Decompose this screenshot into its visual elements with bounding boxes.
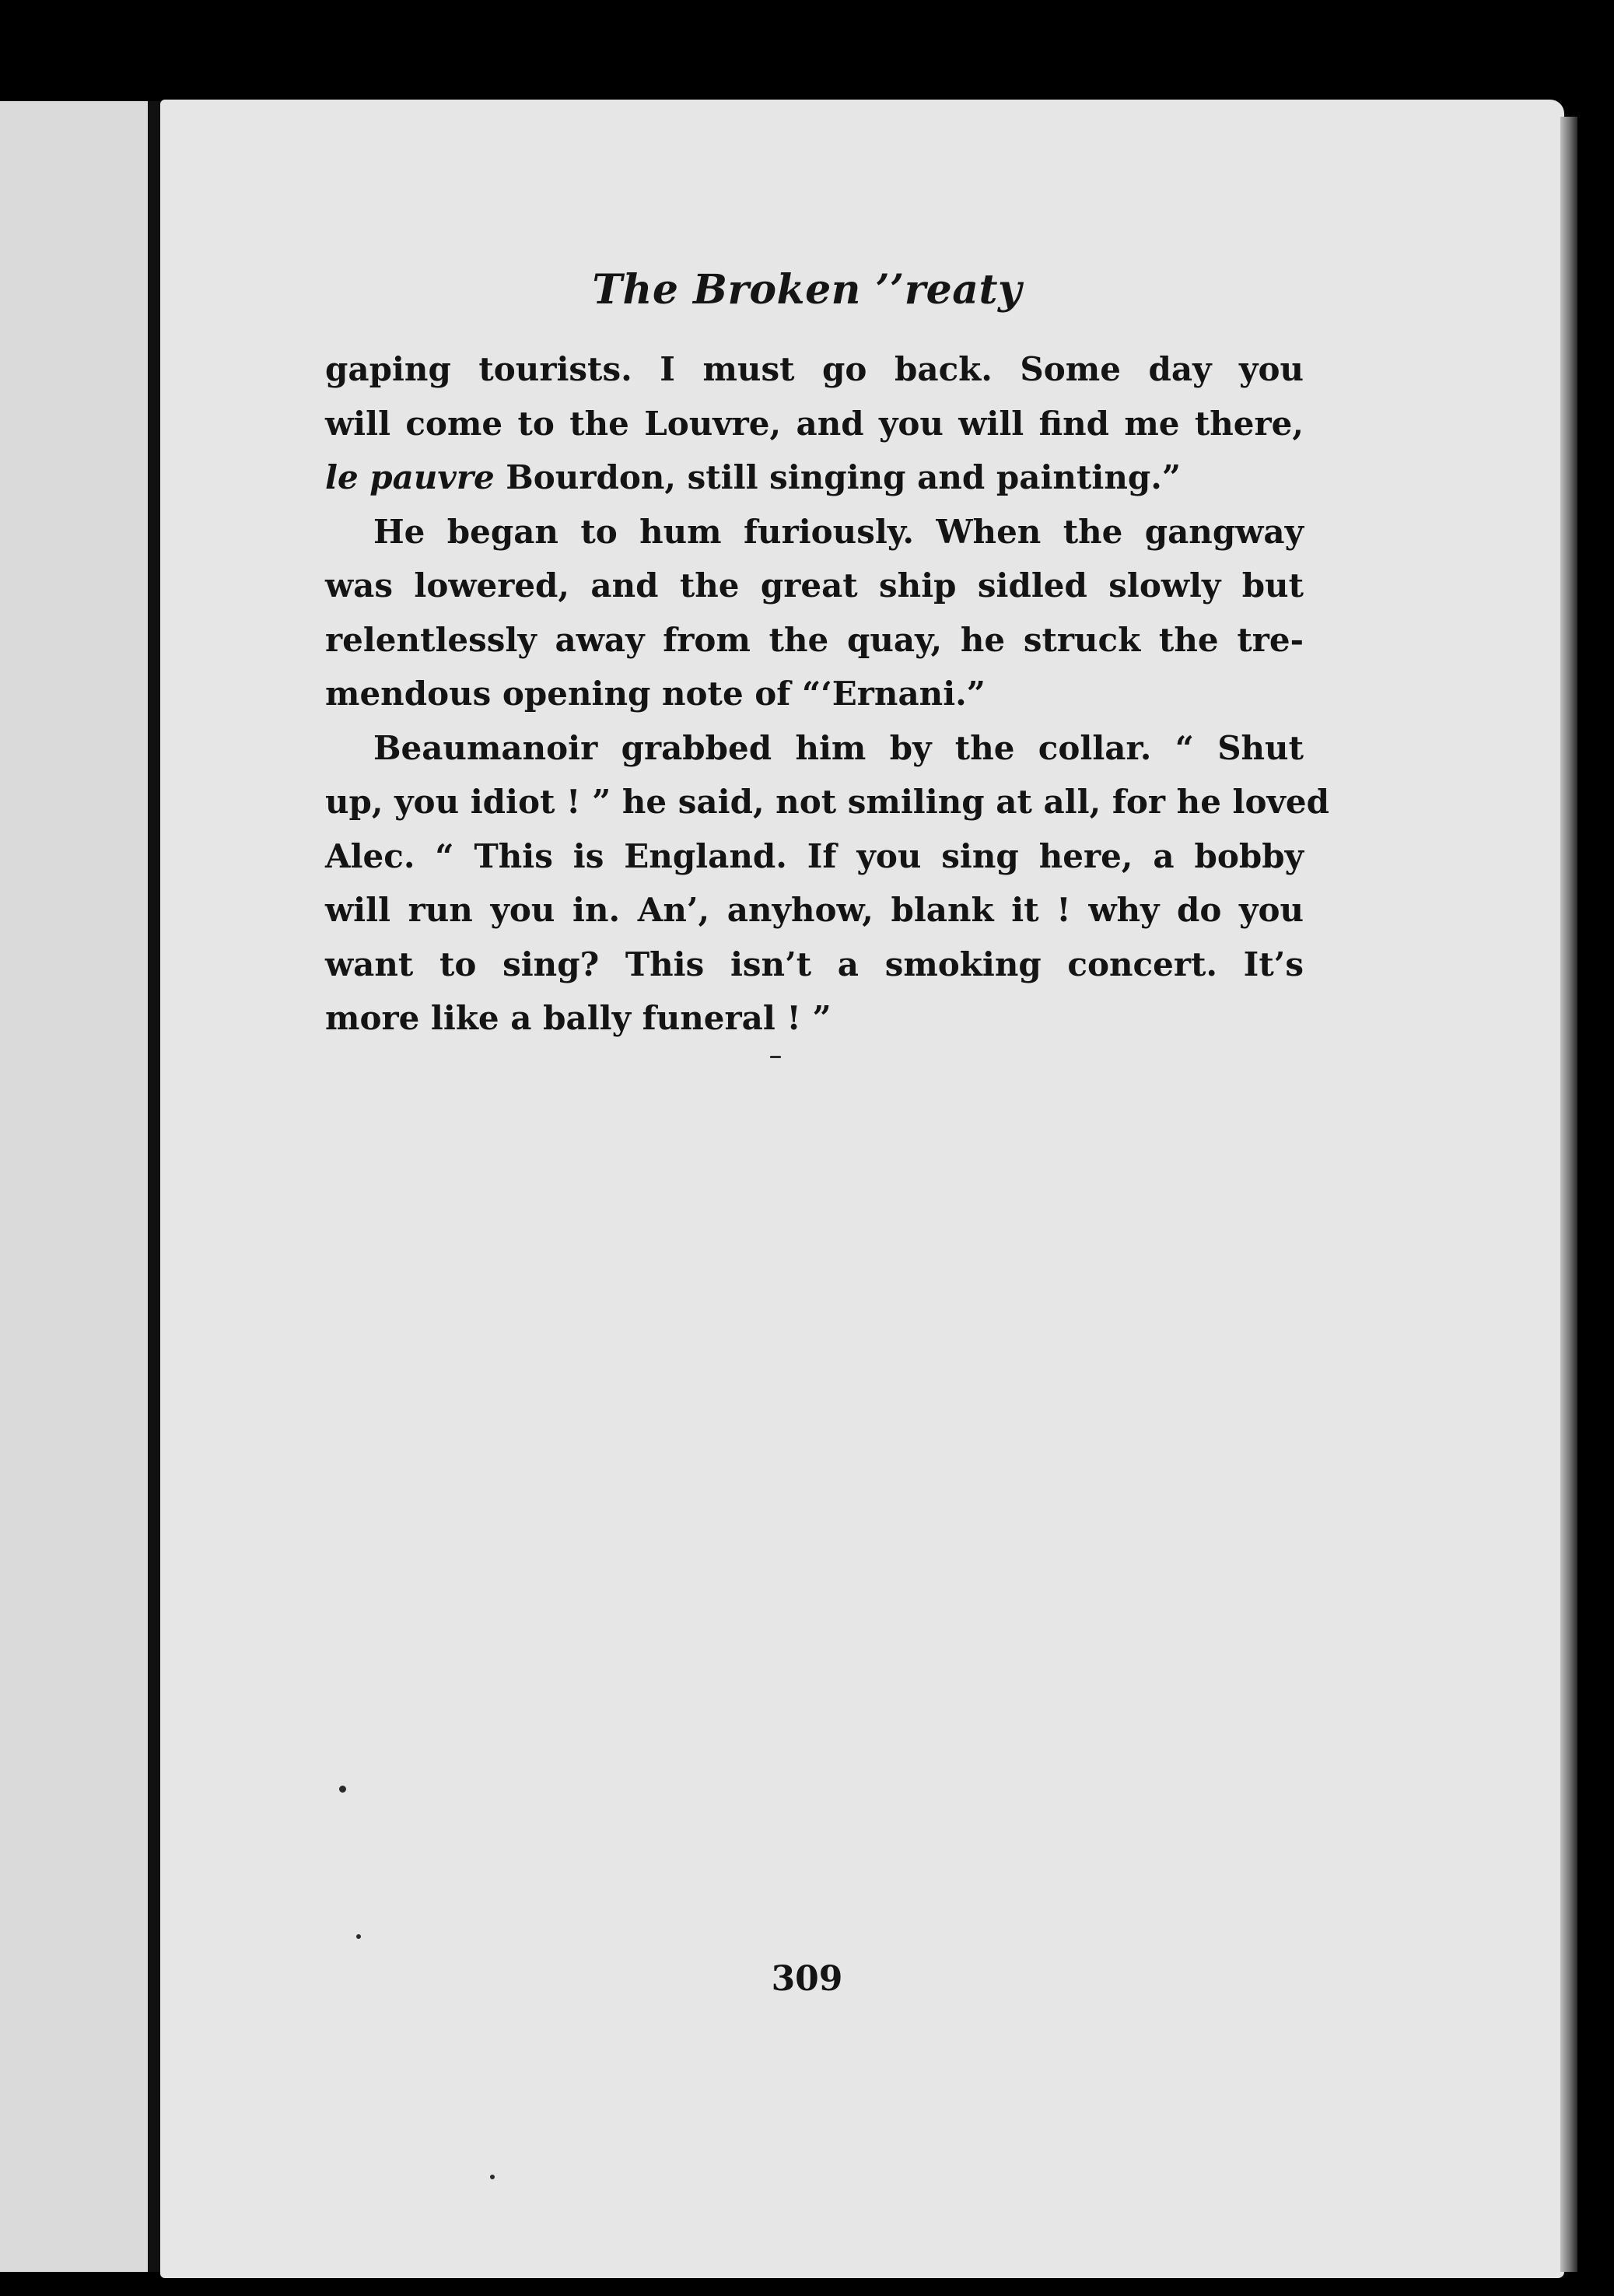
text-line: gaping tourists. I must go back. Some day you xyxy=(325,350,1304,388)
running-head: The Broken ’’reaty xyxy=(592,266,1022,314)
page-number: 309 xyxy=(771,1959,843,1999)
text-line: mendous opening note of “‘Ernani.” xyxy=(325,675,986,713)
paragraph-first-line: He began to hum furiously. When the gangway xyxy=(373,512,1304,551)
text-line: relentlessly away from the quay, he struck the tre- xyxy=(325,620,1304,659)
text-line: Alec. “ This is England. If you sing here, a bobby xyxy=(325,836,1304,875)
text-line: will run you in. An’, anyhow, blank it ! why do you xyxy=(325,891,1304,929)
text-line xyxy=(325,450,1304,505)
facing-page-edge xyxy=(0,101,148,2272)
text-line: was lowered, and the great ship sidled slowly but xyxy=(325,566,1304,605)
ink-speck xyxy=(339,1786,346,1793)
ink-speck xyxy=(770,1056,781,1058)
ink-speck xyxy=(356,1934,361,1939)
text-line-rest: Bourdon, still singing and painting.” xyxy=(506,458,1182,496)
text-line: more like a bally funeral ! ” xyxy=(325,999,832,1037)
ink-speck xyxy=(490,2175,495,2179)
text-line: up, you idiot ! ” he said, not smiling at all, for he loved xyxy=(325,783,1330,821)
book-gutter xyxy=(148,101,160,2272)
text-line: will come to the Louvre, and you will find me there, xyxy=(325,404,1304,443)
page-stack-edge xyxy=(1560,117,1577,2272)
text-line: want to sing? This isn’t a smoking concert. It’s xyxy=(325,945,1304,983)
body-text xyxy=(325,342,1330,1046)
italic-phrase: le pauvre xyxy=(325,458,495,496)
paragraph-first-line: Beaumanoir grabbed him by the collar. “ Shut xyxy=(373,728,1304,767)
